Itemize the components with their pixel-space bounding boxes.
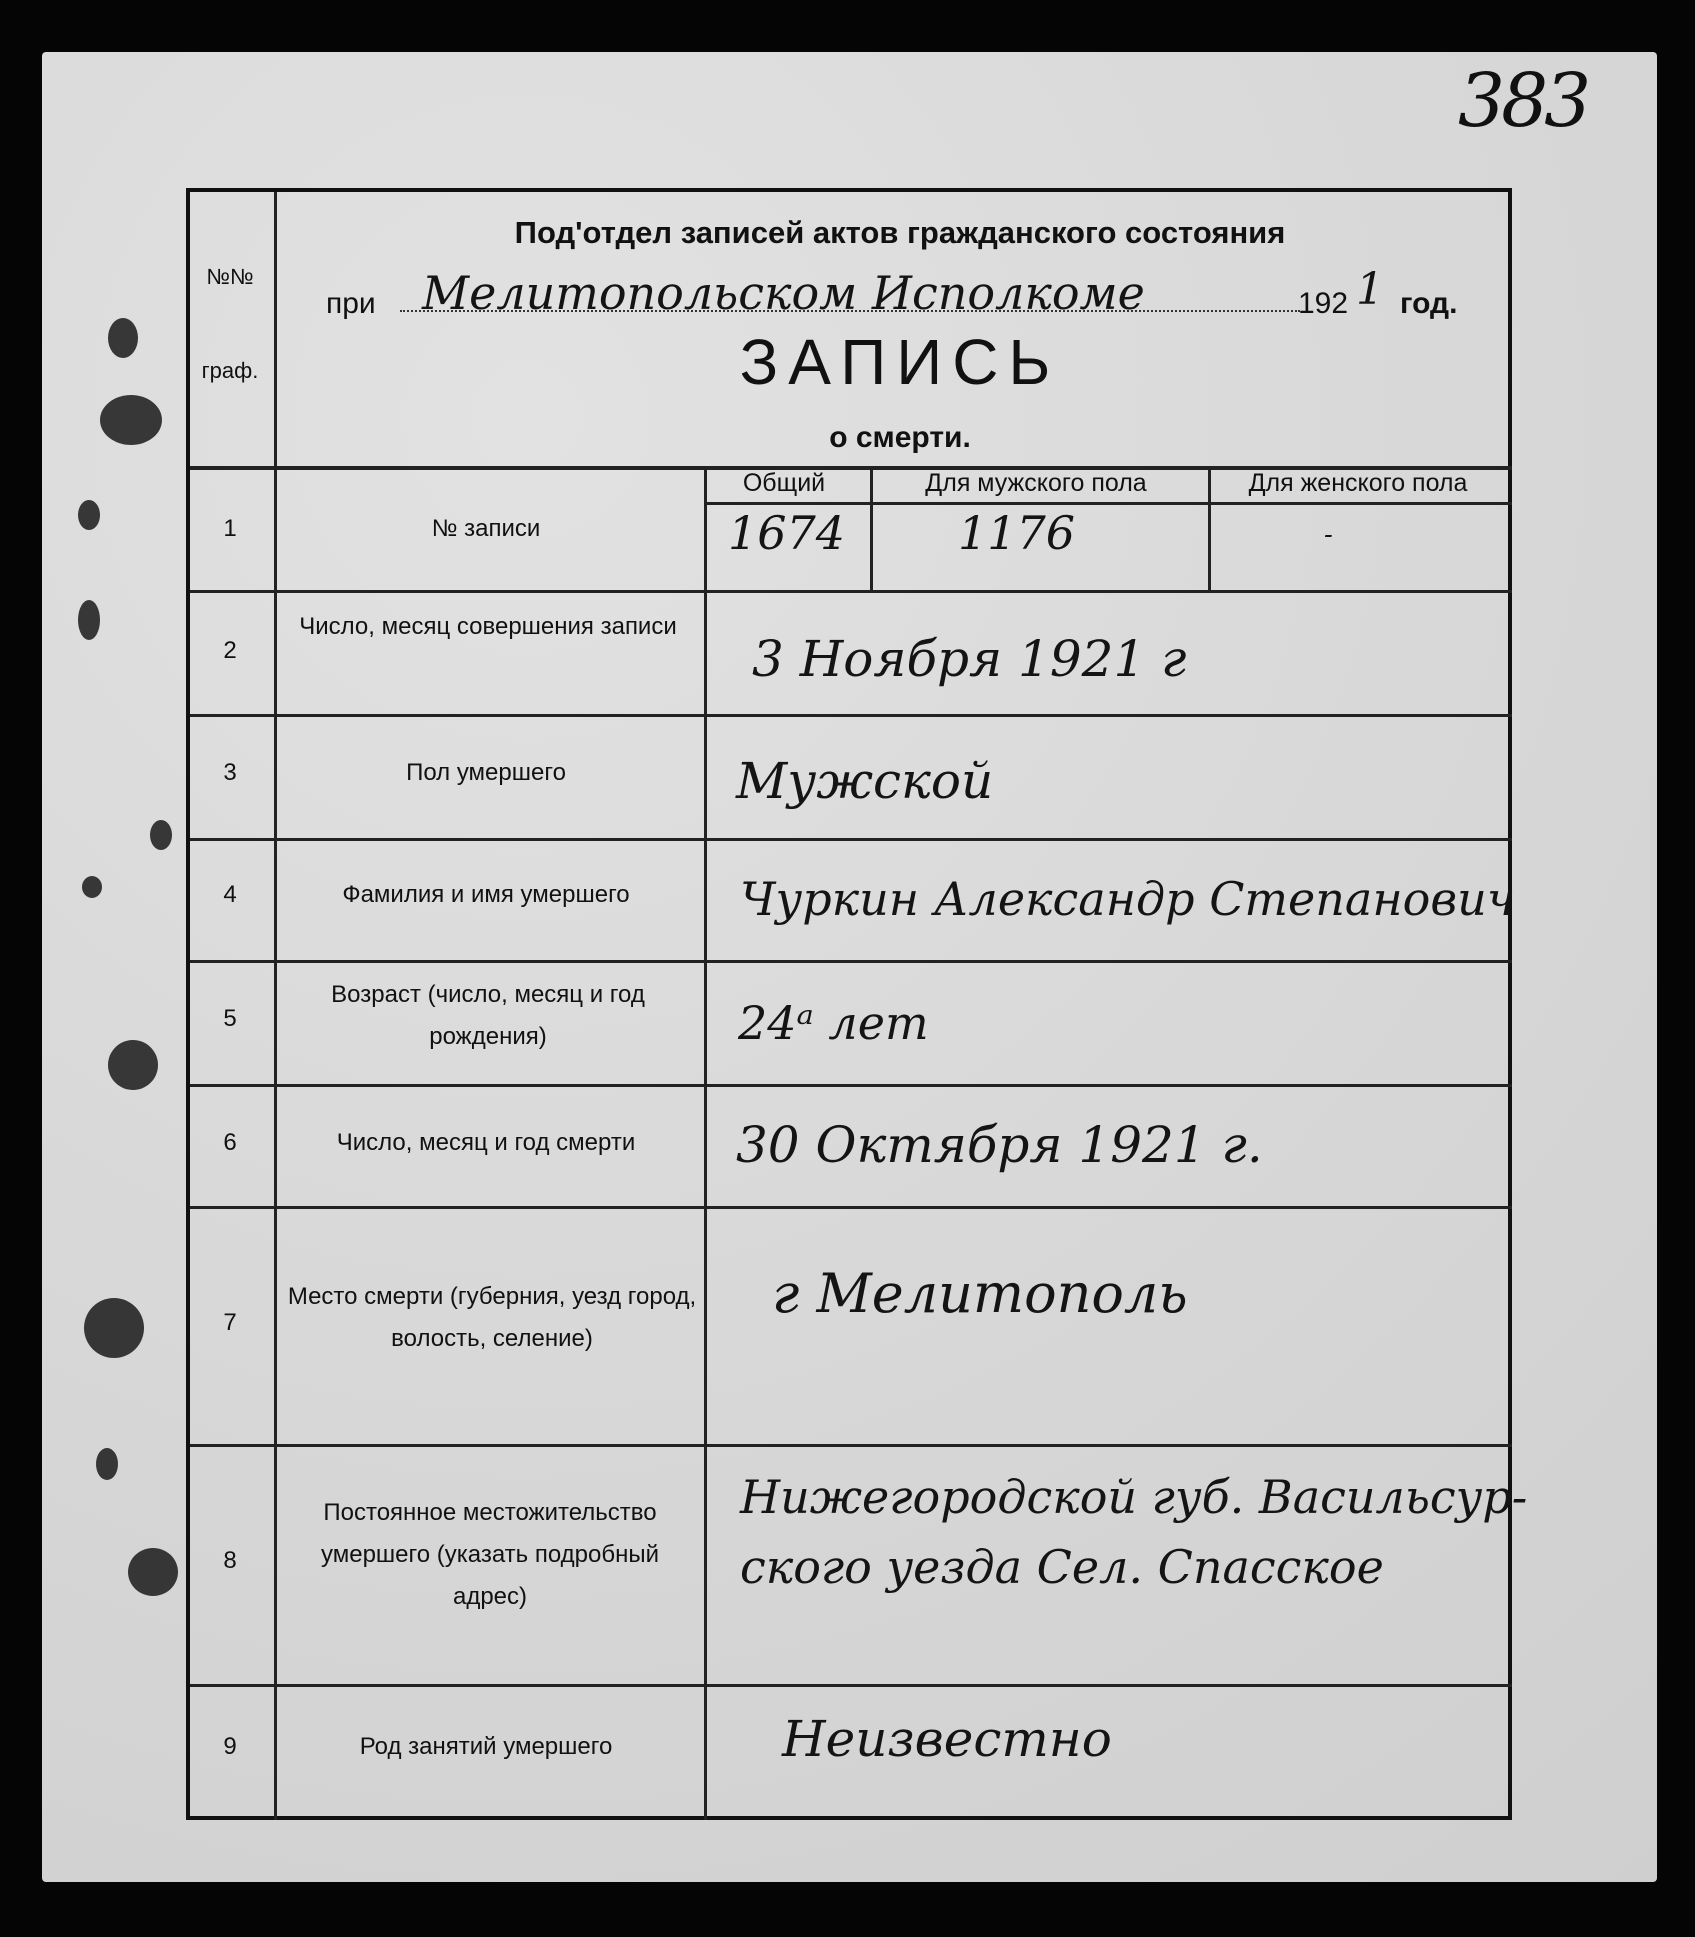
department-heading: Под'отдел записей актов гражданского состояния	[514, 215, 1286, 250]
col-header-general: Общий	[742, 469, 826, 497]
row-label: Постоянное местожительство умершего (указать подробный адрес)	[320, 1499, 660, 1610]
row-label: Род занятий умершего	[359, 1733, 613, 1760]
row-label: № записи	[431, 515, 541, 542]
numbers-label: №№	[206, 264, 254, 289]
document-subtitle: о смерти.	[829, 421, 971, 454]
row-divider	[190, 714, 1512, 717]
pri-value: Мелитопольском Исполкоме	[422, 266, 1145, 320]
punch-hole	[78, 500, 100, 530]
row-number: 2	[223, 637, 237, 664]
col-header-female: Для женского пола	[1248, 469, 1468, 497]
row-number: 1	[223, 515, 237, 542]
punch-hole	[96, 1448, 118, 1480]
pri-label: при	[326, 287, 376, 320]
row-label: Место смерти (губерния, уезд город, волость, селение)	[287, 1283, 697, 1352]
document-title: ЗАПИСЬ	[739, 326, 1061, 398]
columns-label: граф.	[201, 358, 259, 383]
row-number: 5	[223, 1005, 237, 1032]
residence-value-line1: Нижегородской губ. Васильсур-	[740, 1470, 1528, 1524]
punch-hole	[82, 876, 102, 898]
year-value: 1	[1356, 264, 1384, 315]
row-divider	[190, 1684, 1512, 1687]
sex-value: Мужской	[736, 752, 994, 810]
punch-hole	[128, 1548, 178, 1596]
row-number: 6	[223, 1129, 237, 1156]
row-divider	[190, 1444, 1512, 1447]
row-number: 4	[223, 881, 237, 908]
residence-value-line2: ского уезда Сел. Спасское	[740, 1540, 1384, 1594]
row-number: 3	[223, 759, 237, 786]
occupation-value: Неизвестно	[782, 1710, 1112, 1768]
death-date-value: 30 Октября 1921 г.	[736, 1116, 1263, 1174]
record-number-male: 1176	[958, 506, 1076, 560]
row-number: 7	[223, 1309, 237, 1336]
row-divider	[190, 1084, 1512, 1087]
row-label: Фамилия и имя умершего	[342, 881, 630, 908]
row-divider	[190, 960, 1512, 963]
page-number: 383	[1458, 58, 1588, 144]
row-label: Пол умершего	[406, 759, 566, 786]
col-header-male: Для мужского пола	[925, 469, 1147, 497]
year-suffix: год.	[1400, 287, 1458, 320]
row-number: 9	[223, 1733, 237, 1760]
year-prefix: 192	[1298, 287, 1349, 320]
row-divider	[190, 590, 1512, 593]
row-divider	[190, 838, 1512, 841]
row-label: Возраст (число, месяц и год рождения)	[331, 981, 645, 1050]
punch-hole	[84, 1298, 144, 1358]
punch-hole	[108, 1040, 158, 1090]
row-divider	[190, 1206, 1512, 1209]
column-divider	[704, 468, 707, 1820]
punch-hole	[150, 820, 172, 850]
row-label: Число, месяц совершения записи	[299, 613, 677, 640]
age-value: 24ᵃ лет	[738, 996, 929, 1050]
punch-hole	[78, 600, 100, 640]
punch-hole	[108, 318, 138, 358]
record-date-value: 3 Ноября 1921 г	[752, 630, 1187, 688]
row-number: 8	[223, 1547, 237, 1574]
record-number-general: 1674	[728, 506, 846, 560]
row-label: Число, месяц и год смерти	[336, 1129, 636, 1156]
name-value: Чуркин Александр Степанович	[740, 872, 1516, 926]
column-divider	[274, 192, 277, 1820]
punch-hole	[100, 395, 162, 445]
record-number-female: -	[1324, 520, 1333, 550]
death-place-value: г Мелитополь	[772, 1262, 1188, 1325]
